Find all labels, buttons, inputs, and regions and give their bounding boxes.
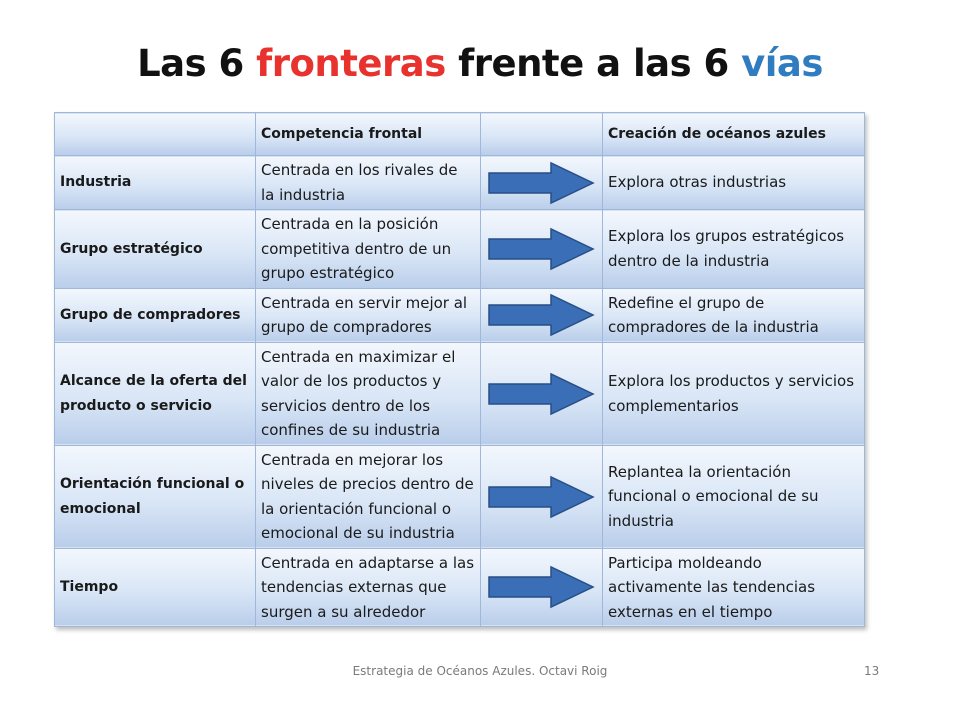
blue-ocean-cell: Explora los grupos estratégicos dentro de la industria xyxy=(603,210,865,289)
competition-cell: Centrada en servir mejor al grupo de compradores xyxy=(256,288,481,342)
right-arrow-icon xyxy=(487,227,597,271)
arrow-cell xyxy=(481,156,603,210)
blue-ocean-cell: Participa moldeando activamente las tendencias externas en el tiempo xyxy=(603,548,865,627)
table-header-row xyxy=(55,113,865,156)
right-arrow-icon xyxy=(487,293,597,337)
right-arrow-icon xyxy=(487,565,597,609)
table-row xyxy=(55,156,865,210)
comparison-table xyxy=(54,112,865,627)
competition-cell: Centrada en maximizar el valor de los productos y servicios dentro de los confines de su industria xyxy=(256,342,481,445)
header-competencia-frontal: Competencia frontal xyxy=(256,113,481,156)
blue-ocean-cell: Explora los productos y servicios complementarios xyxy=(603,342,865,445)
row-label: Tiempo xyxy=(55,548,256,627)
blue-ocean-cell: Redefine el grupo de compradores de la industria xyxy=(603,288,865,342)
row-label: Orientación funcional o emocional xyxy=(55,445,256,548)
row-label: Grupo estratégico xyxy=(55,210,256,289)
footer-caption: Estrategia de Océanos Azules. Octavi Roig xyxy=(352,664,608,678)
table-row xyxy=(55,548,865,627)
row-label: Grupo de compradores xyxy=(55,288,256,342)
table-row xyxy=(55,445,865,548)
slide-title xyxy=(0,42,960,85)
competition-cell: Centrada en los rivales de la industria xyxy=(256,156,481,210)
arrow-cell xyxy=(481,288,603,342)
header-cell-arrow-column xyxy=(481,113,603,156)
header-cell-empty xyxy=(55,113,256,156)
arrow-cell xyxy=(481,210,603,289)
title-part-2: frente a las 6 xyxy=(445,42,742,85)
right-arrow-icon xyxy=(487,372,597,416)
competition-cell: Centrada en adaptarse a las tendencias externas que surgen a su alrededor xyxy=(256,548,481,627)
competition-cell: Centrada en mejorar los niveles de precios dentro de la orientación funcional o emocional de su industria xyxy=(256,445,481,548)
title-blue-word: vías xyxy=(741,42,823,85)
blue-ocean-cell: Explora otras industrias xyxy=(603,156,865,210)
blue-ocean-cell: Replantea la orientación funcional o emocional de su industria xyxy=(603,445,865,548)
header-creacion-oceanos-azules: Creación de océanos azules xyxy=(603,113,865,156)
table-row xyxy=(55,288,865,342)
title-part-1: Las 6 xyxy=(137,42,257,85)
page-number: 13 xyxy=(864,664,880,678)
table-row xyxy=(55,342,865,445)
competition-cell: Centrada en la posición competitiva dentro de un grupo estratégico xyxy=(256,210,481,289)
row-label: Alcance de la oferta del producto o servicio xyxy=(55,342,256,445)
row-label: Industria xyxy=(55,156,256,210)
right-arrow-icon xyxy=(487,161,597,205)
right-arrow-icon xyxy=(487,475,597,519)
arrow-cell xyxy=(481,445,603,548)
arrow-cell xyxy=(481,548,603,627)
title-red-word: fronteras xyxy=(256,42,446,85)
table-row xyxy=(55,210,865,289)
arrow-cell xyxy=(481,342,603,445)
